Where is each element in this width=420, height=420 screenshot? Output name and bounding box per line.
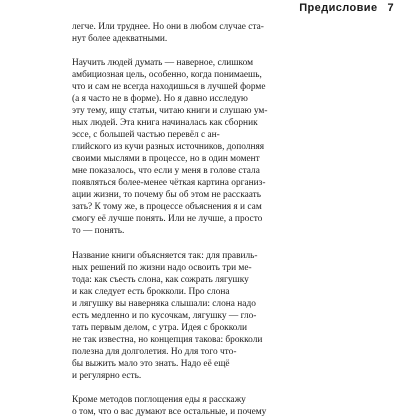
text-line: амбициозная цель, особенно, когда понимаешь, [72,70,262,81]
text-line: нут более адекватными. [72,34,168,45]
text-line: бы выжить мало это знать. Надо её ещё [72,358,230,369]
text-line: ных решений по жизни надо освоить три ме- [72,262,252,273]
text-line: (а я часто не в форме). Но я давно исследую [72,94,248,105]
text-line: Кроме методов поглощения еды я расскажу [72,394,246,405]
text-line: то — понять. [72,226,125,237]
page-number: 7 [387,2,394,14]
text-line: полезна для долголетия. Но для того что- [72,346,237,357]
text-line: смогу её лучше понять. Или не лучше, а просто [72,214,263,225]
text-line: тода: как съесть слона, как сожрать лягушку [72,274,249,285]
paragraph-3 [72,250,402,382]
text-line: есть медленно и по кусочкам, лягушку — гло- [72,310,257,321]
text-line: ных людей. Эта книга начиналась как сборник [72,118,258,129]
text-line: своими мыслями в процессе, но в один момент [72,154,260,165]
text-line: и лягушку вы наверняка слышали: слона надо [72,298,256,309]
text-line: Название книги объясняется так: для правиль- [72,250,258,261]
text-line: появляться более-менее чёткая картина организ- [72,178,266,189]
text-line: и регулярно есть. [72,370,142,381]
text-line: тать первым делом, с утра. Идея с брокколи [72,322,247,333]
text-line: и как следует есть брокколи. Про слона [72,286,230,297]
text-line: легче. Или труднее. Но они в любом случае ста- [72,22,264,32]
text-line: мне показалось, что если у меня в голове стала [72,166,260,177]
paragraph-4 [72,394,402,418]
paragraph-1 [72,21,402,45]
text-line: эссе, с большей частью перевёл с ан- [72,130,220,141]
section-title: Предисловие [299,2,378,14]
text-line: Научить людей думать — наверное, слишком [72,58,254,69]
text-line: о том, что о вас думают все остальные, и почему [72,406,267,417]
text-line: глийского из кучи разных источников, дополняя [72,142,265,153]
running-head [290,2,394,18]
text-line: ации жизни, то почему бы об этом не расскаать [72,190,262,201]
text-line: зать? К тому же, в процессе объяснения я и сам [72,202,262,213]
text-line: эту тему, ищу статьи, читаю книги и слушаю ум- [72,106,268,117]
paragraph-2 [72,57,402,237]
text-line: не так известна, но концепция такова: брокколи [72,334,263,345]
text-line: что и сам не всегда находишься в лучшей форме [72,82,266,93]
